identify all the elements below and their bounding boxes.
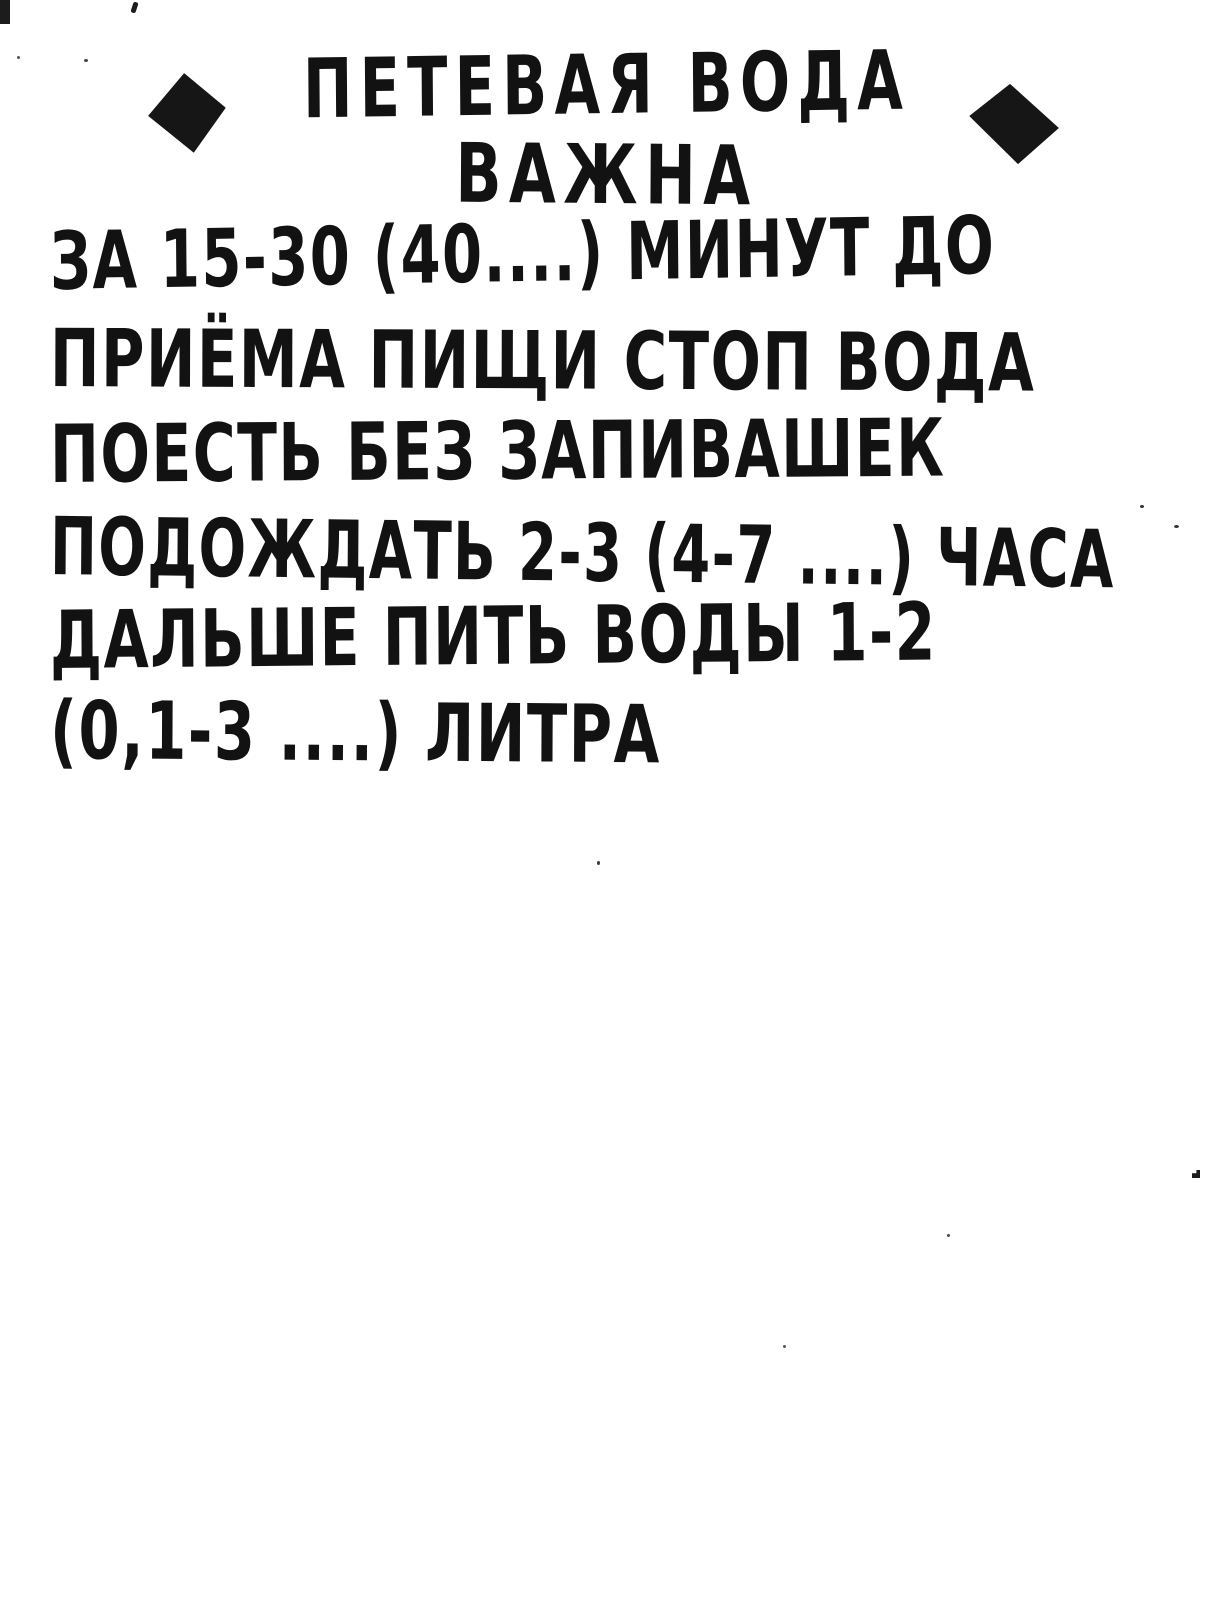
scan-speck bbox=[17, 56, 20, 59]
handwritten-line-2: ПРИЁМА ПИЩИ СТОП ВОДА bbox=[49, 312, 1036, 410]
handwritten-line-5: ДАЛЬШЕ ПИТЬ ВОДЫ 1-2 bbox=[49, 585, 937, 687]
handwritten-line-1: ЗА 15-30 (40....) МИНУТ ДО bbox=[49, 198, 996, 308]
scan-speck bbox=[947, 1234, 950, 1237]
scan-speck bbox=[1174, 525, 1179, 528]
scan-speck bbox=[1192, 1170, 1200, 1178]
scan-speck bbox=[84, 59, 88, 62]
note-title-line-1: ПЕТЕВАЯ ВОДА bbox=[302, 33, 911, 138]
scan-edge-artifact bbox=[0, 0, 10, 24]
handwritten-line-3: ПОЕСТЬ БЕЗ ЗАПИВАШЕК bbox=[49, 401, 946, 501]
pen-tick-mark bbox=[130, 1, 138, 13]
handwritten-line-4: ПОДОЖДАТЬ 2-3 (4-7 ....) ЧАСА bbox=[49, 500, 1116, 607]
scan-speck bbox=[597, 861, 600, 865]
handwritten-line-6: (0,1-3 ....) ЛИТРА bbox=[49, 684, 662, 782]
scan-speck bbox=[1140, 505, 1144, 508]
note-title-line-2: ВАЖНА bbox=[455, 126, 758, 225]
scan-speck bbox=[783, 1345, 786, 1348]
